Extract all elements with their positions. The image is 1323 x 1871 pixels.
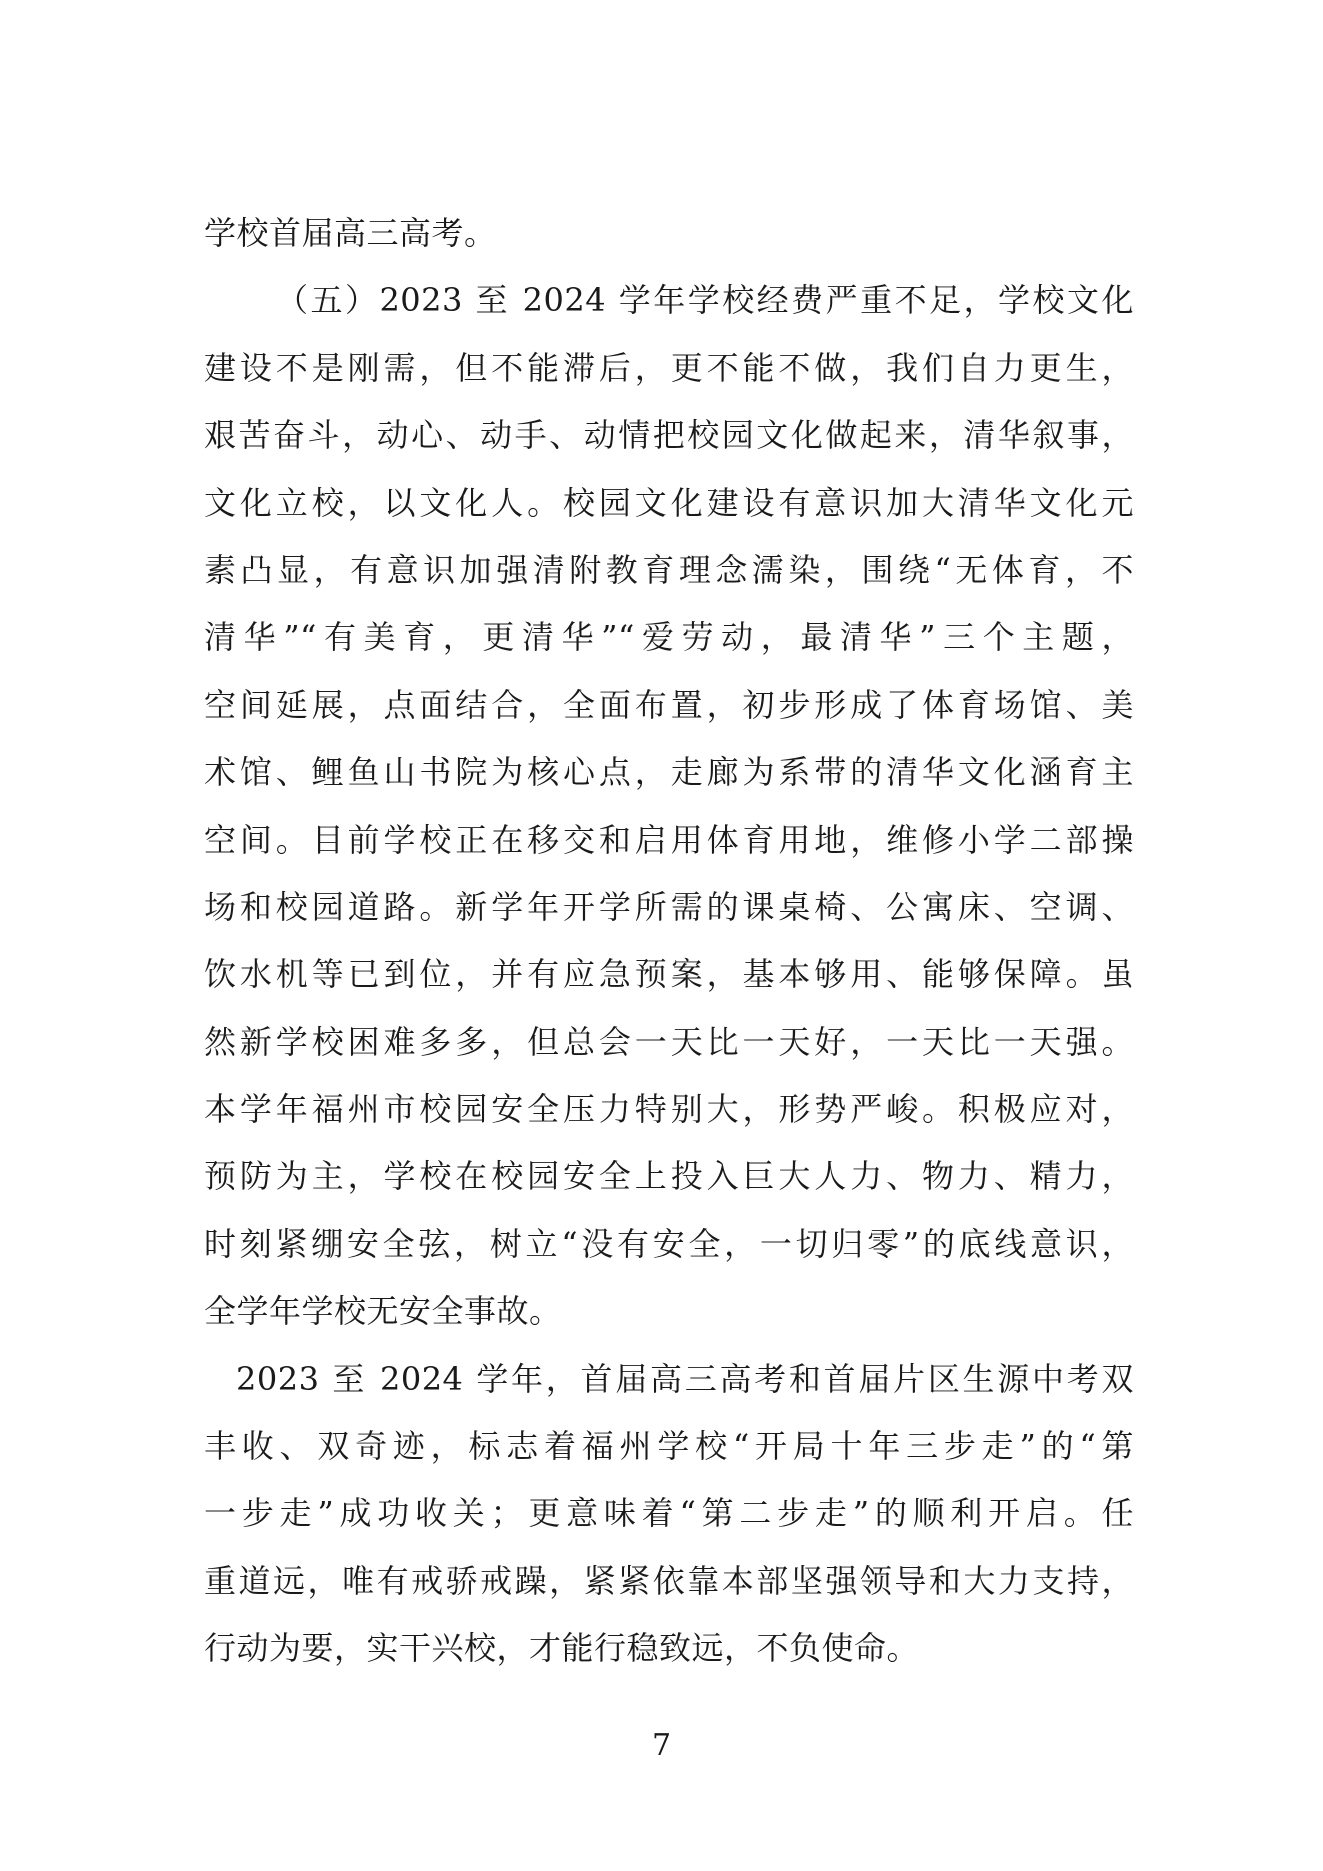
text-line: 清华”“有美育，更清华”“爱劳动，最清华”三个主题， <box>204 618 1134 657</box>
text-line: 时刻紧绷安全弦，树立“没有安全，一切归零”的底线意识， <box>204 1224 1134 1263</box>
text-line: 术馆、鲤鱼山书院为核心点，走廊为系带的清华文化涵育主 <box>204 753 1134 792</box>
paragraph-2 <box>204 267 1134 1345</box>
text-line: 艰苦奋斗，动心、动手、动情把校园文化做起来，清华叙事， <box>204 416 1134 455</box>
text-line: 本学年福州市校园安全压力特别大，形势严峻。积极应对， <box>204 1090 1134 1129</box>
text-line: 场和校园道路。新学年开学所需的课桌椅、公寓床、空调、 <box>204 887 1134 926</box>
paragraph-3 <box>204 1346 1134 1683</box>
paragraph-1 <box>204 200 1134 267</box>
text-line: 然新学校困难多多，但总会一天比一天好，一天比一天强。 <box>204 1022 1134 1061</box>
text-line: 行动为要，实干兴校，才能行稳致远，不负使命。 <box>204 1629 920 1668</box>
text-line: 文化立校，以文化人。校园文化建设有意识加大清华文化元 <box>204 483 1134 522</box>
text-line: 全学年学校无安全事故。 <box>204 1292 562 1331</box>
text-line: 丰收、双奇迹，标志着福州学校“开局十年三步走”的“第 <box>204 1427 1134 1466</box>
text-line: 空间延展，点面结合，全面布置，初步形成了体育场馆、美 <box>204 685 1134 724</box>
text-line: 空间。目前学校正在移交和启用体育用地，维修小学二部操 <box>204 820 1134 859</box>
text-line: 2023 至 2024 学年，首届高三高考和首届片区生源中考双 <box>236 1359 1134 1398</box>
text-line: 饮水机等已到位，并有应急预案，基本够用、能够保障。虽 <box>204 955 1134 994</box>
text-line: 建设不是刚需，但不能滞后，更不能不做，我们自力更生， <box>204 348 1134 387</box>
text-line: 一步走”成功收关；更意味着“第二步走”的顺利开启。任 <box>204 1494 1134 1533</box>
text-line: 重道远，唯有戒骄戒躁，紧紧依靠本部坚强领导和大力支持， <box>204 1561 1134 1600</box>
text-line: 素凸显，有意识加强清附教育理念濡染，围绕“无体育，不 <box>204 550 1134 589</box>
body-text <box>204 200 1134 1683</box>
text-line: 预防为主，学校在校园安全上投入巨大人力、物力、精力， <box>204 1157 1134 1196</box>
text-line: 学校首届高三高考。 <box>204 214 497 252</box>
page-number: 7 <box>651 1728 672 1763</box>
text-line: （五）2023 至 2024 学年学校经费严重不足，学校文化 <box>276 281 1134 320</box>
